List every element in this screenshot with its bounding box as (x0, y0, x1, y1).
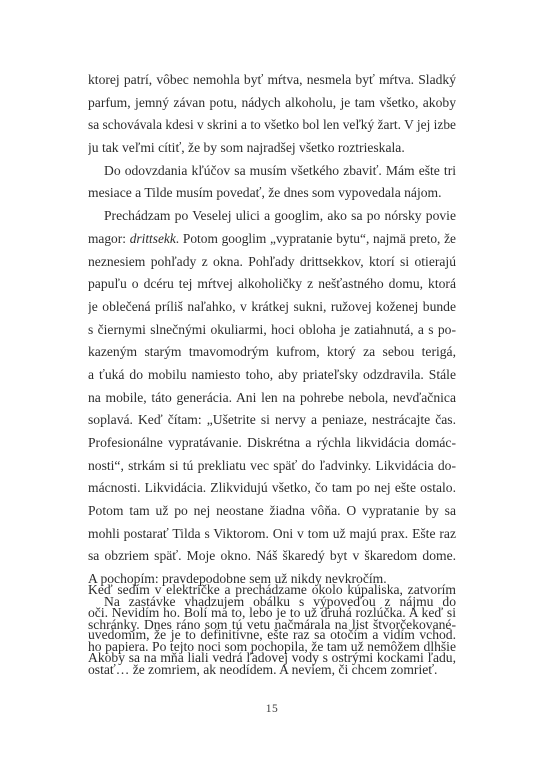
text-line: ostať… že zomriem, ak neodídem. A neviem, či chcem zomrieť. (88, 661, 438, 677)
text-line: soplavá. Keď čítam: „Ušetrite si nervy a peniaze, nestrácajte čas. (88, 412, 456, 428)
text-line: nosti“, strkám si tú prekliatu vec späť do ľadvinky. Likvidácia do- (88, 457, 456, 473)
text-line: oči. Nevidím ho. Bolí ma to, lebo je to už druhá rozlúčka. A keď si (88, 604, 456, 620)
text-line: sa obzriem späť. Moje okno. Náš škaredý byt v škaredom dome. (88, 548, 456, 564)
text-line: A pochopím: pravdepodobne sem už nikdy nevkročím. (88, 571, 387, 587)
text-line: mesiace a Tilde musím povedať, že dnes som vypovedala nájom. (88, 185, 442, 201)
page-number: 15 (265, 703, 279, 715)
text-line: ktorej patrí, vôbec nemohla byť mŕtva, nesmela byť mŕtva. Sladký (88, 72, 456, 87)
text-line: na mobile, táto generácia. Ani len na pohrebe nebola, nevďačnica (88, 389, 456, 405)
text-line: a ťuká do mobilu namiesto toho, aby priateľsky odzdravila. Stále (88, 366, 456, 382)
text-line: magor: drittsekk. Potom googlim „vypratanie bytu“, najmä preto, že (88, 230, 456, 246)
text-line: je oblečená príliš naľahko, v krátkej sukni, ružovej koženej bunde (88, 298, 456, 314)
text-line: mácnosti. Likvidácia. Zlikvidujú všetko, čo tam po nej ešte ostalo. (88, 480, 456, 496)
text-line: Do odovzdania kľúčov sa musím všetkého zbaviť. Mám ešte tri (104, 162, 456, 178)
text-line: Prechádzam po Veselej ulici a googlim, ako sa po nórsky povie (104, 208, 456, 224)
text-line: papuľu o dcéru tej mŕtvej alkoholičky z nešťastného domu, ktorá (88, 276, 456, 292)
text-line: Profesionálne vypratávanie. Diskrétna a rýchla likvidácia domác- (88, 435, 456, 450)
text-line: Akoby sa na mňa liali vedrá ľadovej vody s ostrými kockami ľadu, (88, 650, 456, 666)
text-line: sa schovávala kdesi v skrini a to všetko bol len veľký žart. V jej izbe (88, 117, 456, 133)
text-line: kazeným starým tmavomodrým kufrom, ktorý za sebou terigá, (88, 344, 456, 360)
italic-word: drittsekk (129, 230, 176, 246)
text-line: s čiernymi slnečnými okuliarmi, hoci obloha je zatiahnutá, a s po- (88, 321, 456, 337)
text-line: Na zastávke vhadzujem obálku s výpoveďou z nájmu do (104, 593, 456, 609)
text-line: ju tak veľmi cítiť, že by som najradšej všetko roztrieskala. (88, 140, 405, 156)
text-line: mohli postarať Tilda s Viktorom. Oni v tom už majú prax. Ešte raz (88, 525, 456, 541)
text-line: Keď sedím v električke a prechádzame okolo kúpaliska, zatvorím (88, 582, 456, 597)
text-line: neznesiem pohľady z okna. Pohľady drittsekkov, ktorí si otierajú (88, 253, 456, 269)
text-line: schránky. Dnes ráno som tú vetu načmárala na list štvorčekované- (88, 616, 456, 632)
text-line: uvedomím, že je to definitívne, ešte raz sa otočím a vidím vchod. (88, 627, 456, 643)
text-line: parfum, jemný závan potu, nádych alkoholu, je tam všetko, akoby (88, 94, 456, 110)
text-line: ho papiera. Po tejto noci som pochopila, že tam už nemôžem dlhšie (88, 639, 456, 655)
body-text-block (88, 579, 456, 670)
text-line: Potom tam už po nej neostane žiadna vôňa. O vypratanie by sa (88, 503, 456, 519)
